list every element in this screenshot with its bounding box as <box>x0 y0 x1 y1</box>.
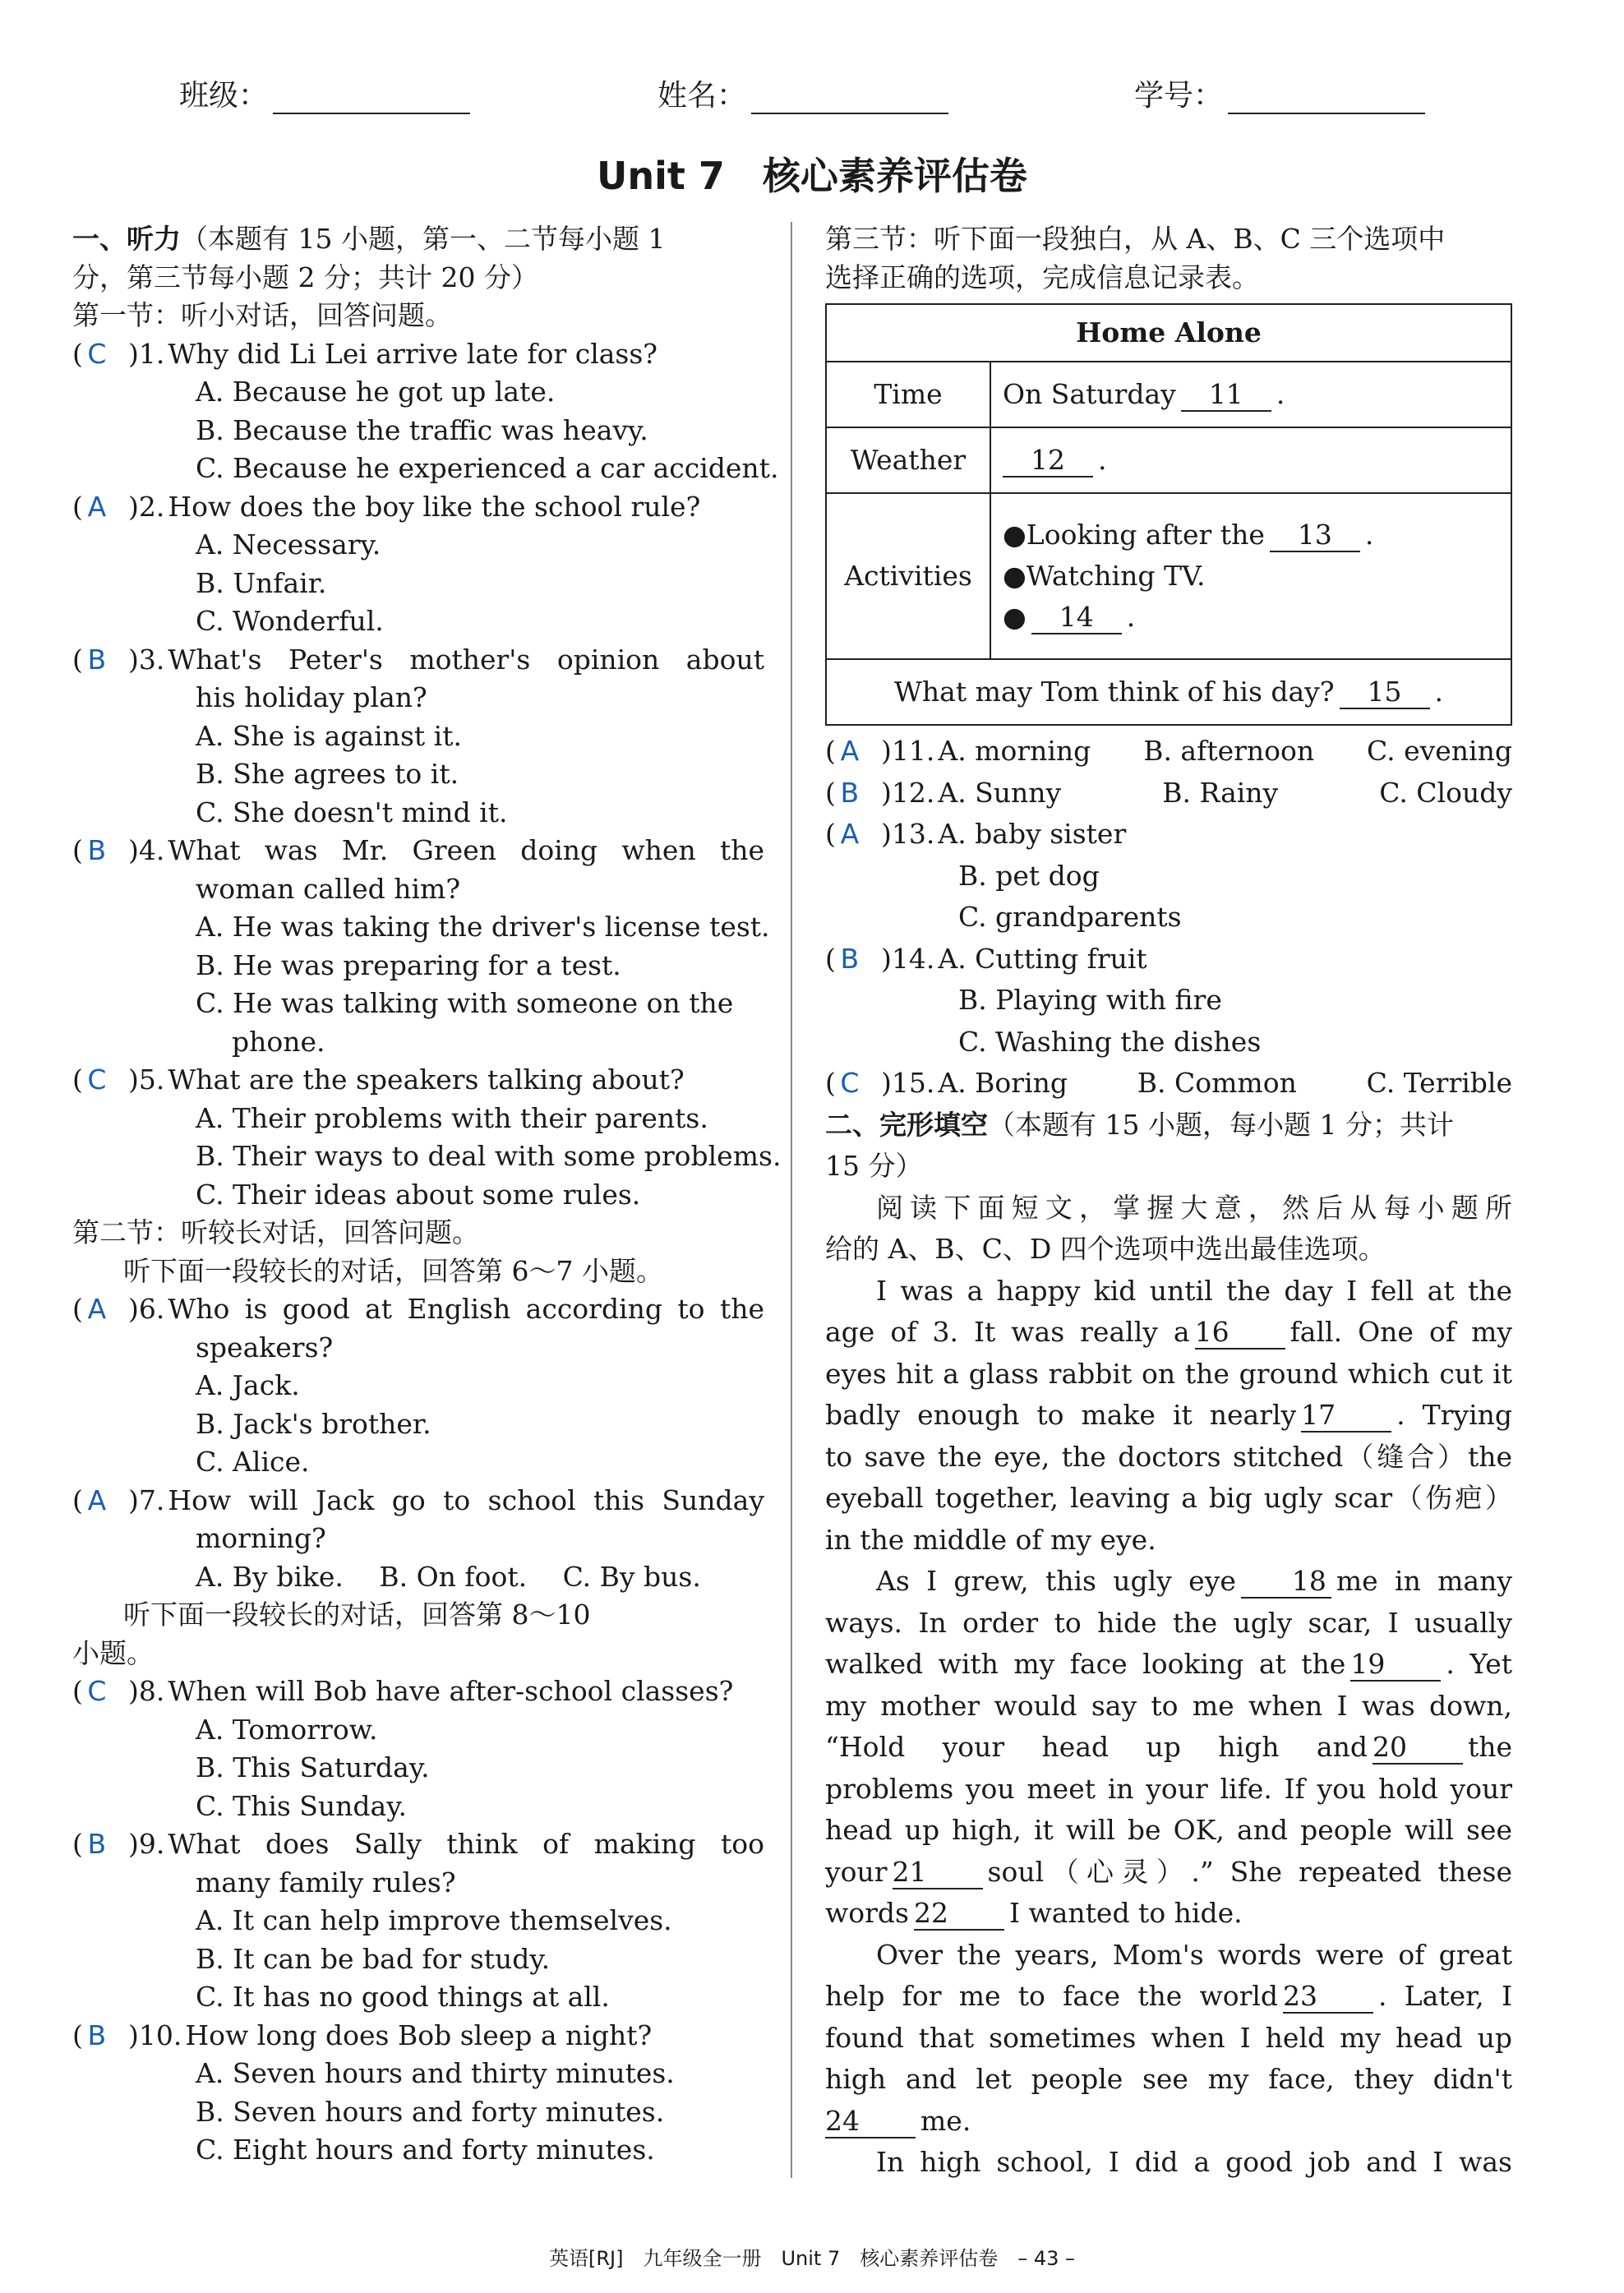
option-group <box>934 731 1512 773</box>
blank-19[interactable]: 19 <box>1350 1649 1441 1682</box>
listening-heading-line2: 分，第三节每小题 2 分；共计 20 分） <box>72 261 538 293</box>
option[interactable]: B. Playing with fire <box>958 984 1222 1016</box>
question-text: What are the speakers talking about? <box>168 1063 685 1096</box>
page-title: Unit 7 核心素养评估卷 <box>597 154 1027 198</box>
part2-note-6-7: 听下面一段较长的对话，回答第 6～7 小题。 <box>123 1254 663 1287</box>
question-text: Who is good at English according to the <box>168 1293 764 1325</box>
passage-line: head up high, it will be OK, and people will see <box>825 1814 1512 1846</box>
option[interactable]: A. Because he got up late. <box>196 376 556 408</box>
option[interactable]: A. Jack. <box>196 1369 300 1401</box>
option[interactable]: C. Washing the dishes <box>958 1025 1262 1058</box>
blank-15[interactable]: 15 <box>1340 676 1430 709</box>
cloze-heading-line2: 15 分） <box>825 1150 923 1182</box>
part2-heading: 第二节：听较长对话，回答问题。 <box>72 1216 479 1248</box>
answers-11-15 <box>825 731 1512 1105</box>
question-number: )3. <box>128 643 165 676</box>
passage-line <box>825 1644 1512 1686</box>
blank-16[interactable]: 16 <box>1195 1317 1285 1350</box>
option[interactable]: C. It has no good things at all. <box>196 1981 610 2013</box>
option[interactable]: C. Alice. <box>196 1446 310 1478</box>
answer-paren: ( A <box>72 1482 128 1520</box>
option[interactable]: B. It can be bad for study. <box>196 1942 551 1975</box>
question-5 <box>72 1061 782 1214</box>
part2-note-8-10-text: 听下面一段较长的对话，回答第 8～10 <box>123 1599 591 1631</box>
question-number: )14. <box>881 942 935 975</box>
question-stem <box>72 1482 764 1520</box>
option[interactable]: B. afternoon <box>1143 735 1315 767</box>
answer-paren: ( A <box>825 731 881 773</box>
passage-text: the <box>1467 1731 1512 1763</box>
question-number: )12. <box>881 776 935 809</box>
question-text: How does the boy like the school rule? <box>168 490 701 523</box>
option[interactable]: C. He was talking with someone on the <box>196 987 734 1019</box>
question-stem <box>72 832 764 870</box>
option[interactable]: C. grandparents <box>958 901 1182 933</box>
question-number: )10. <box>128 2018 182 2051</box>
home-alone-table-wrap <box>825 303 1512 726</box>
option[interactable]: A. It can help improve themselves. <box>196 1904 672 1936</box>
name-blank[interactable] <box>751 85 948 114</box>
questions-6-7 <box>72 1290 764 1596</box>
question-text: How will Jack go to school this Sunday <box>168 1483 764 1516</box>
option[interactable]: C. Eight hours and forty minutes. <box>196 2134 655 2166</box>
question-number: )1. <box>128 337 165 370</box>
option[interactable]: B. Their ways to deal with some problems. <box>196 1140 782 1172</box>
passage-line: Over the years, Mom's words were of great <box>876 1938 1512 1971</box>
option-group <box>934 1063 1512 1105</box>
blank-22[interactable]: 22 <box>914 1898 1004 1931</box>
passage-text: me in many <box>1336 1565 1513 1597</box>
question-number: )9. <box>128 1828 165 1860</box>
option[interactable]: A. He was taking the driver's license test. <box>196 911 770 943</box>
question-text: What does Sally think of making too <box>168 1828 764 1860</box>
option[interactable]: B. Common <box>1137 1067 1297 1099</box>
answer-choice[interactable]: B <box>87 2018 107 2051</box>
option[interactable]: A. By bike. B. On foot. C. By bus. <box>196 1560 701 1593</box>
part3-intro-line2: 选择正确的选项，完成信息记录表。 <box>825 261 1259 293</box>
option[interactable]: C. This Sunday. <box>196 1789 407 1822</box>
home-alone-table <box>825 303 1512 726</box>
activity-1-text: ●Looking after the <box>1003 519 1265 551</box>
option[interactable]: C. Terrible <box>1366 1067 1512 1099</box>
answer-row-15 <box>825 1063 1512 1105</box>
question-text: When will Bob have after-school classes? <box>168 1675 734 1707</box>
question-row: What may Tom think of his day? 15 . <box>826 659 1511 725</box>
answer-choice[interactable]: C <box>840 1067 860 1099</box>
option[interactable]: C. She doesn't mind it. <box>196 796 508 828</box>
option[interactable]: B. She agrees to it. <box>196 758 459 790</box>
answer-paren: ( C <box>825 1063 881 1105</box>
answer-choice[interactable]: A <box>87 1293 107 1325</box>
part3-intro-line1: 第三节：听下面一段独白，从 A、B、C 三个选项中 <box>825 223 1446 255</box>
passage-text: age of 3. It was really a <box>825 1316 1190 1348</box>
blank-23[interactable]: 23 <box>1283 1981 1373 2014</box>
question-10 <box>72 2017 764 2170</box>
passage-text: soul（心灵）.” She repeated these <box>987 1855 1512 1888</box>
option[interactable]: A. baby sister <box>938 818 1127 850</box>
option[interactable]: A. Tomorrow. <box>196 1713 378 1746</box>
part2-note-8-10-line2: 小题。 <box>72 1636 154 1669</box>
question-stem <box>72 1672 764 1711</box>
activities-cell: ●Looking after the 13 . ●Watching TV. ● 14 . <box>990 493 1511 659</box>
cloze-instruction-2: 给的 A、B、C、D 四个选项中选出最佳选项。 <box>825 1233 1386 1265</box>
passage-text: As I grew, this ugly eye <box>876 1565 1236 1597</box>
passage-text: words <box>825 1897 909 1929</box>
option[interactable]: phone. <box>232 1025 325 1058</box>
passage-line: to save the eye, the doctors stitched（缝合）the <box>825 1440 1512 1473</box>
name-field <box>657 72 948 114</box>
question-8 <box>72 1672 764 1825</box>
option[interactable]: C. Their ideas about some rules. <box>196 1178 641 1211</box>
option[interactable]: B. Because the traffic was heavy. <box>196 413 648 446</box>
question-1 <box>72 335 779 488</box>
answer-choice[interactable]: B <box>87 643 107 676</box>
right-column <box>825 220 1512 2184</box>
passage-text: . Later, I <box>1378 1980 1512 2012</box>
answer-choice[interactable]: B <box>840 942 860 975</box>
answer-paren: ( A <box>825 814 881 856</box>
student-id-field <box>1134 72 1425 114</box>
option[interactable]: A. She is against it. <box>196 719 462 752</box>
answer-paren: ( B <box>72 641 128 680</box>
passage-line: in the middle of my eye. <box>825 1523 1156 1556</box>
column-divider <box>791 222 792 2178</box>
question-stem <box>72 1290 764 1329</box>
questions-8-10 <box>72 1672 764 2170</box>
passage-text: me. <box>920 2104 971 2137</box>
cloze-passage <box>825 1271 1512 2184</box>
question-number: )7. <box>128 1483 165 1516</box>
answer-choice[interactable]: B <box>87 834 107 866</box>
option[interactable]: B. Seven hours and forty minutes. <box>196 2095 665 2128</box>
option[interactable]: A. Boring <box>938 1067 1068 1099</box>
option[interactable]: B. Unfair. <box>196 566 327 599</box>
activities-label: Activities <box>826 493 990 659</box>
question-stem <box>72 1825 764 1864</box>
answer-paren: ( B <box>72 832 128 870</box>
question-stem <box>72 641 764 680</box>
question-number: )13. <box>881 818 935 850</box>
answer-choice[interactable]: A <box>840 818 860 850</box>
answer-row-11 <box>825 731 1512 773</box>
activity-3-bullet: ● <box>1003 601 1027 633</box>
passage-line <box>825 2101 1512 2143</box>
passage-line: In high school, I did a good job and I was <box>876 2146 1512 2178</box>
passage-text: I wanted to hide. <box>1008 1897 1243 1929</box>
activity-2-text: ●Watching TV. <box>1003 560 1206 592</box>
answer-paren: ( C <box>72 1672 128 1711</box>
weather-cell: 12 . <box>990 427 1511 493</box>
blank-14[interactable]: 14 <box>1031 602 1122 634</box>
question-text: What was Mr. Green doing when the <box>168 834 764 866</box>
option[interactable]: A. Necessary. <box>196 528 381 561</box>
question-text: What's Peter's mother's opinion about <box>168 643 764 676</box>
student-info-header <box>0 72 1624 122</box>
question-stem-continued: his holiday plan? <box>196 681 427 713</box>
blank-11[interactable]: 11 <box>1181 379 1271 412</box>
passage-line <box>825 1561 1512 1603</box>
option[interactable]: A. morning <box>938 735 1091 767</box>
option[interactable]: A. Their problems with their parents. <box>196 1101 708 1134</box>
option[interactable]: C. evening <box>1367 735 1512 767</box>
table-title: Home Alone <box>826 304 1511 362</box>
question-number: )4. <box>128 834 165 866</box>
part1-heading: 第一节：听小对话，回答问题。 <box>72 299 452 331</box>
answer-paren: ( B <box>825 773 881 814</box>
answer-choice[interactable]: C <box>87 1675 107 1707</box>
answer-choice[interactable]: A <box>87 1483 107 1516</box>
answer-row-13 <box>825 814 1512 856</box>
passage-line: high and let people see my face, they didn't <box>825 2063 1512 2095</box>
cloze-heading <box>825 1105 1512 1146</box>
question-7 <box>72 1482 764 1597</box>
option[interactable]: B. This Saturday. <box>196 1751 430 1783</box>
option[interactable]: C. Cloudy <box>1379 776 1512 809</box>
cloze-heading-detail: （本题有 15 小题，每小题 1 分；共计 <box>988 1108 1454 1141</box>
listening-heading <box>72 220 764 259</box>
time-text: On Saturday <box>1003 377 1176 410</box>
answer-paren: ( C <box>72 1061 128 1100</box>
question-9 <box>72 1825 764 2017</box>
passage-text: badly enough to make it nearly <box>825 1399 1297 1431</box>
left-column <box>72 220 782 2170</box>
passage-text: . Yet <box>1446 1648 1512 1680</box>
passage-line <box>825 1976 1512 2018</box>
answer-choice[interactable]: B <box>87 1828 107 1860</box>
question-2 <box>72 488 764 641</box>
passage-text: walked with my face looking at the <box>825 1648 1346 1680</box>
class-blank[interactable] <box>273 85 470 114</box>
question-stem <box>72 2017 764 2055</box>
class-field <box>179 72 470 114</box>
question-text: Why did Li Lei arrive late for class? <box>168 337 657 370</box>
question-stem <box>72 335 764 374</box>
question-stem <box>72 1061 764 1100</box>
option[interactable]: A. Sunny <box>938 776 1062 809</box>
option[interactable]: B. Jack's brother. <box>196 1407 431 1440</box>
time-label: Time <box>826 362 990 427</box>
blank-18[interactable]: 18 <box>1241 1566 1331 1599</box>
answer-row-14 <box>825 939 1512 980</box>
blank-21[interactable]: 21 <box>893 1857 983 1889</box>
option[interactable]: B. He was preparing for a test. <box>196 948 621 981</box>
question-stem-continued: morning? <box>196 1522 326 1554</box>
weather-label: Weather <box>826 427 990 493</box>
answer-choice[interactable]: C <box>87 1063 107 1096</box>
page-footer: 英语[RJ] 九年级全一册 Unit 7 核心素养评估卷 – 43 – <box>548 2247 1076 2270</box>
question-4 <box>72 832 770 1061</box>
answer-paren: ( B <box>72 1825 128 1864</box>
answer-choice[interactable]: C <box>87 337 107 370</box>
question-3 <box>72 641 764 833</box>
name-label: 姓名： <box>657 79 747 113</box>
passage-text: your <box>825 1855 888 1888</box>
part2-note-8-10 <box>72 1596 764 1635</box>
question-number: )15. <box>881 1067 935 1099</box>
question-stem-continued: woman called him? <box>196 872 461 905</box>
blank-20[interactable]: 20 <box>1373 1732 1463 1765</box>
blank-17[interactable]: 17 <box>1301 1400 1391 1433</box>
question-6 <box>72 1290 764 1482</box>
passage-text: “Hold your head up high and <box>825 1731 1368 1763</box>
question-number: )5. <box>128 1063 165 1096</box>
blank-13[interactable]: 13 <box>1270 519 1360 552</box>
passage-line <box>825 1727 1512 1769</box>
passage-line: I was a happy kid until the day I fell at the <box>876 1274 1512 1307</box>
listening-heading-detail: （本题有 15 小题，第一、二节每小题 1 <box>181 223 666 255</box>
passage-line <box>825 1395 1512 1437</box>
answer-paren: ( C <box>72 335 128 374</box>
questions-1-5 <box>72 335 782 1215</box>
option[interactable]: B. pet dog <box>958 859 1100 892</box>
option[interactable]: C. Because he experienced a car accident. <box>196 452 779 484</box>
passage-line: my mother would say to me when I was down, <box>825 1689 1512 1722</box>
passage-line <box>825 1852 1512 1894</box>
answer-paren: ( A <box>72 1290 128 1329</box>
question-stem <box>72 488 764 527</box>
answer-choice[interactable]: B <box>840 776 860 809</box>
question-text: What may Tom think of his day? <box>893 675 1335 708</box>
question-number: )2. <box>128 490 165 523</box>
answer-row-12 <box>825 773 1512 814</box>
question-stem-continued: speakers? <box>196 1331 334 1363</box>
listening-title: 一、听力 <box>72 223 181 255</box>
blank-12[interactable]: 12 <box>1003 445 1093 478</box>
question-number: )6. <box>128 1293 165 1325</box>
passage-line: eyes hit a glass rabbit on the ground which cut it <box>825 1357 1512 1390</box>
passage-line: ways. In order to hide the ugly scar, I usually <box>825 1606 1512 1639</box>
passage-line: eyeball together, leaving a big ugly scar（伤疤） <box>825 1482 1512 1514</box>
class-label: 班级： <box>179 79 269 113</box>
passage-text: help for me to face the world <box>825 1980 1279 2012</box>
student-id-label: 学号： <box>1134 79 1224 113</box>
passage-line <box>825 1312 1512 1354</box>
option[interactable]: C. Wonderful. <box>196 605 384 637</box>
time-cell: On Saturday 11 . <box>990 362 1511 427</box>
answer-paren: ( B <box>825 939 881 980</box>
answer-paren: ( B <box>72 2017 128 2055</box>
passage-line <box>825 1893 1512 1935</box>
question-number: )8. <box>128 1675 165 1707</box>
option[interactable]: A. Cutting fruit <box>938 942 1147 975</box>
cloze-title: 二、完形填空 <box>825 1108 988 1141</box>
passage-line: found that sometimes when I held my head up <box>825 2021 1512 2054</box>
cloze-instruction-1: 阅读下面短文，掌握大意，然后从每小题所 <box>876 1191 1512 1224</box>
passage-text: fall. One of my <box>1290 1316 1513 1348</box>
option-group <box>934 773 1512 814</box>
option[interactable]: B. Rainy <box>1162 776 1279 809</box>
blank-24[interactable]: 24 <box>825 2106 916 2138</box>
student-id-blank[interactable] <box>1228 85 1425 114</box>
option[interactable]: A. Seven hours and thirty minutes. <box>196 2057 675 2089</box>
answer-choice[interactable]: A <box>87 490 107 523</box>
answer-choice[interactable]: A <box>840 735 860 767</box>
passage-line: problems you meet in your life. If you hold your <box>825 1772 1512 1805</box>
answer-paren: ( A <box>72 488 128 527</box>
question-number: )11. <box>881 735 935 767</box>
passage-text: . Trying <box>1396 1399 1513 1431</box>
question-stem-continued: many family rules? <box>196 1866 456 1899</box>
question-text: How long does Bob sleep a night? <box>185 2018 653 2051</box>
